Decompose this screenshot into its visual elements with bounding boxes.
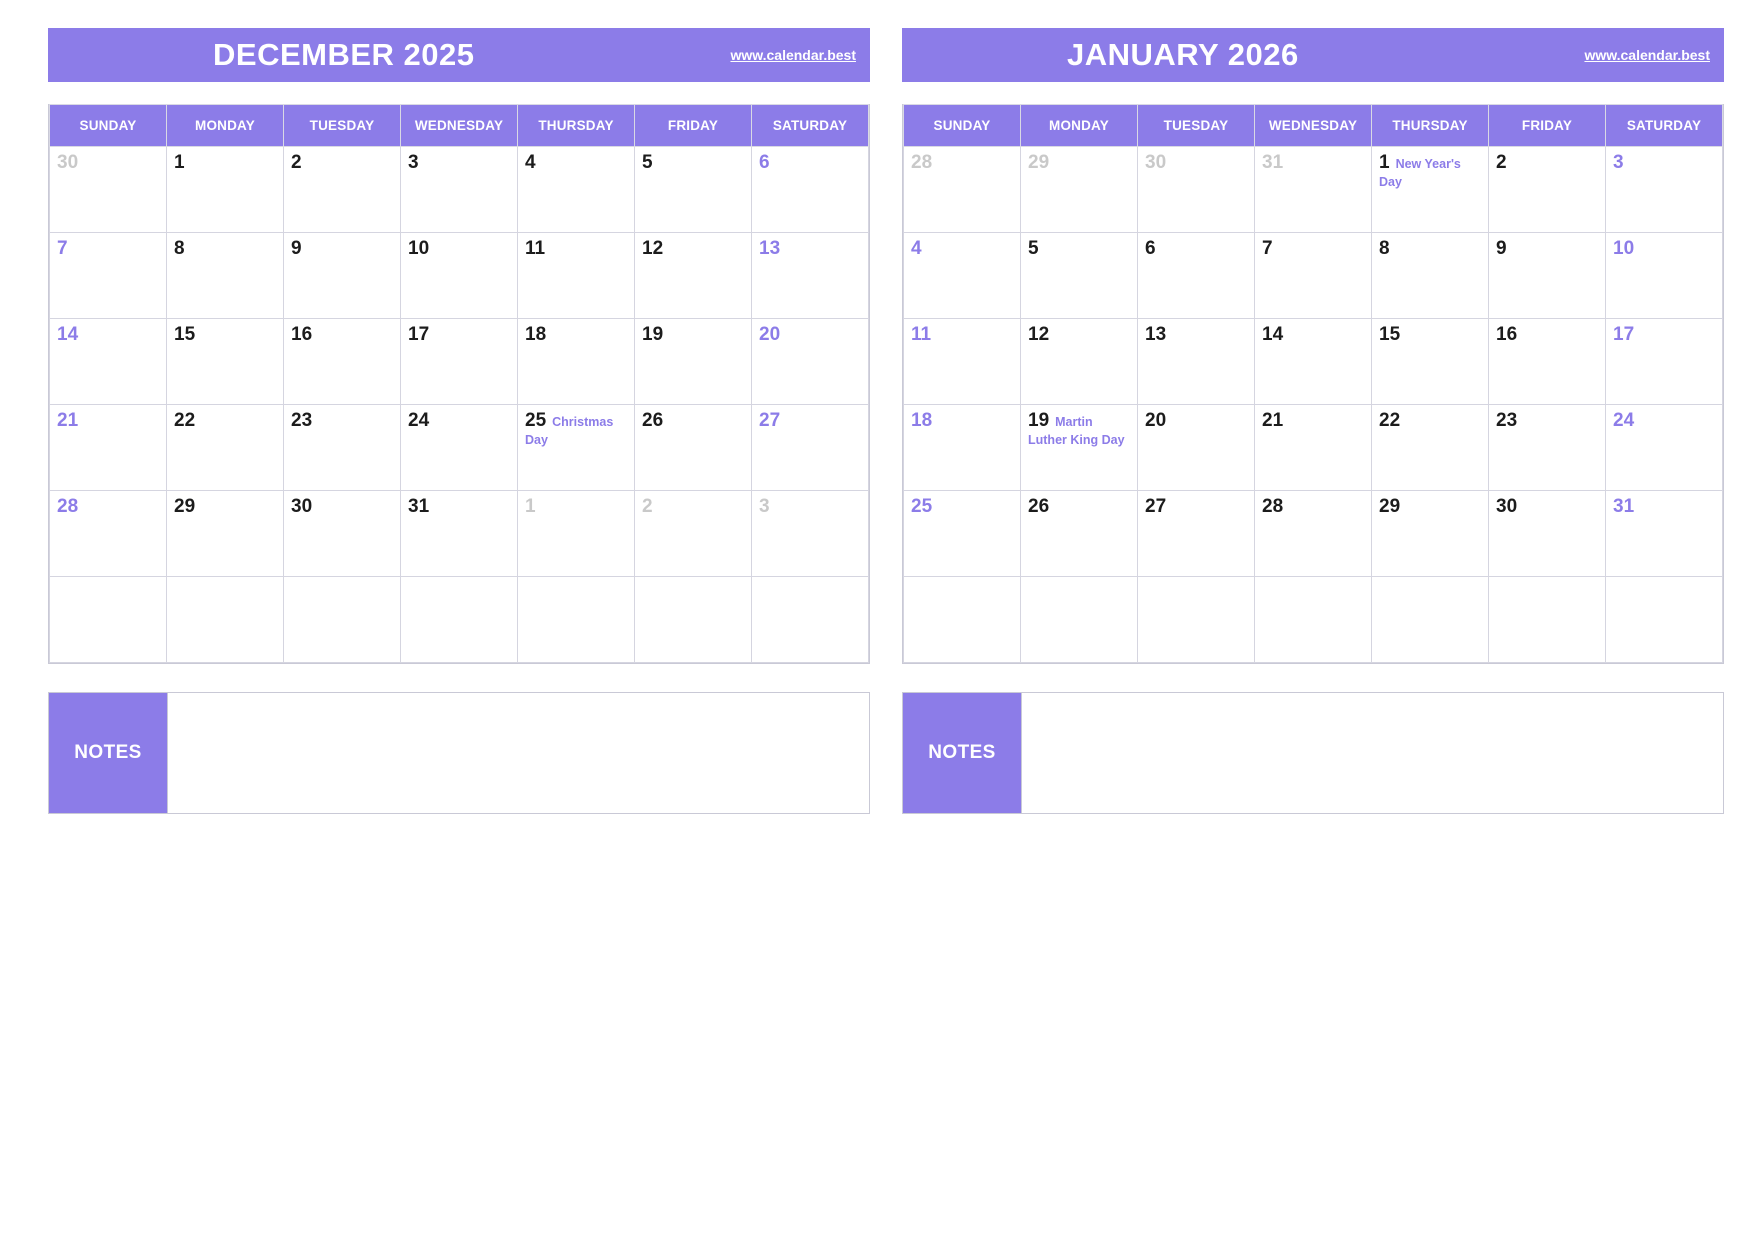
day-number: 27 <box>759 410 781 431</box>
calendar-day-cell[interactable] <box>904 147 1021 233</box>
notes-label: NOTES <box>903 693 1021 813</box>
calendar-week-row <box>50 319 869 405</box>
day-number: 13 <box>1145 324 1167 345</box>
calendar-day-cell[interactable] <box>1138 147 1255 233</box>
calendar-day-cell[interactable] <box>752 319 869 405</box>
calendar-day-cell[interactable] <box>1021 405 1138 491</box>
calendar-day-cell[interactable] <box>284 233 401 319</box>
calendar-day-cell[interactable] <box>50 405 167 491</box>
calendar-day-cell[interactable] <box>1138 491 1255 577</box>
calendar-empty-cell[interactable] <box>1372 577 1489 663</box>
calendar-day-cell[interactable] <box>904 233 1021 319</box>
calendar-day-cell[interactable] <box>1606 491 1723 577</box>
calendar-day-cell[interactable] <box>167 491 284 577</box>
day-number: 21 <box>1262 410 1284 431</box>
day-number: 4 <box>525 152 536 173</box>
calendar-day-cell[interactable] <box>1606 147 1723 233</box>
day-number: 31 <box>1262 152 1284 173</box>
calendar-day-cell[interactable] <box>1255 319 1372 405</box>
weekday-header-saturday: SATURDAY <box>1606 105 1723 147</box>
day-number: 2 <box>291 152 302 173</box>
calendar-week-row <box>50 405 869 491</box>
calendar-day-cell[interactable] <box>1489 233 1606 319</box>
calendar-day-cell[interactable] <box>284 147 401 233</box>
calendar-week-row <box>904 577 1723 663</box>
weekday-header-friday: FRIDAY <box>635 105 752 147</box>
calendar-day-cell[interactable] <box>904 405 1021 491</box>
calendar-day-cell[interactable] <box>1021 233 1138 319</box>
day-number: 29 <box>1028 152 1050 173</box>
day-number: 20 <box>1145 410 1167 431</box>
day-number: 22 <box>1379 410 1401 431</box>
day-number: 17 <box>408 324 430 345</box>
weekday-header-wednesday: WEDNESDAY <box>401 105 518 147</box>
calendar-week-row <box>50 233 869 319</box>
calendar-day-cell[interactable] <box>518 491 635 577</box>
calendar-day-cell[interactable] <box>1372 405 1489 491</box>
day-number: 11 <box>911 324 932 345</box>
day-number: 16 <box>1496 324 1518 345</box>
weekday-header-friday: FRIDAY <box>1489 105 1606 147</box>
day-number: 30 <box>57 152 79 173</box>
calendar-day-cell[interactable] <box>1255 405 1372 491</box>
day-number: 11 <box>525 238 546 259</box>
day-number: 7 <box>1262 238 1273 259</box>
calendar-day-cell[interactable] <box>284 491 401 577</box>
day-number: 10 <box>408 238 430 259</box>
day-number: 6 <box>1145 238 1156 259</box>
calendar-day-cell[interactable] <box>167 319 284 405</box>
calendar-empty-cell[interactable] <box>1606 577 1723 663</box>
calendar-day-cell[interactable] <box>50 147 167 233</box>
calendar-day-cell[interactable] <box>635 405 752 491</box>
day-number: 12 <box>642 238 664 259</box>
day-number: 13 <box>759 238 781 259</box>
calendar-day-cell[interactable] <box>1138 233 1255 319</box>
calendar-day-cell[interactable] <box>401 491 518 577</box>
day-number: 29 <box>1379 496 1401 517</box>
day-number: 28 <box>1262 496 1284 517</box>
weekday-header-sunday: SUNDAY <box>904 105 1021 147</box>
calendar-day-cell[interactable] <box>752 491 869 577</box>
notes-label: NOTES <box>49 693 167 813</box>
month-title-bar <box>902 28 1724 82</box>
calendar-day-cell[interactable] <box>518 319 635 405</box>
holiday-label: Martin Luther King Day <box>1028 415 1125 448</box>
day-number: 25 <box>525 410 547 431</box>
month-panel-january <box>902 28 1724 1212</box>
day-number: 3 <box>408 152 419 173</box>
site-link[interactable]: www.calendar.best <box>730 47 856 63</box>
calendar-empty-cell[interactable] <box>518 577 635 663</box>
calendar-day-cell[interactable] <box>904 319 1021 405</box>
calendar-day-cell[interactable] <box>635 147 752 233</box>
calendar-day-cell[interactable] <box>1021 491 1138 577</box>
calendar-day-cell[interactable] <box>904 491 1021 577</box>
day-number: 30 <box>291 496 313 517</box>
calendar-day-cell[interactable] <box>518 147 635 233</box>
day-number: 8 <box>1379 238 1390 259</box>
calendar-empty-cell[interactable] <box>1255 577 1372 663</box>
calendar-day-cell[interactable] <box>401 233 518 319</box>
weekday-header-tuesday: TUESDAY <box>284 105 401 147</box>
holiday-label: New Year's Day <box>1379 157 1461 190</box>
day-number: 8 <box>174 238 185 259</box>
calendar-day-cell[interactable] <box>1255 233 1372 319</box>
weekday-header-thursday: THURSDAY <box>518 105 635 147</box>
notes-section-january <box>902 692 1724 814</box>
calendar-day-cell[interactable] <box>1606 405 1723 491</box>
day-number: 16 <box>291 324 313 345</box>
day-number: 14 <box>1262 324 1284 345</box>
calendar-day-cell[interactable] <box>752 233 869 319</box>
weekday-header-row <box>50 105 869 147</box>
calendar-day-cell[interactable] <box>1606 233 1723 319</box>
calendar-day-cell[interactable] <box>752 147 869 233</box>
calendar-empty-cell[interactable] <box>1138 577 1255 663</box>
calendar-day-cell[interactable] <box>1021 147 1138 233</box>
calendar-empty-cell[interactable] <box>1489 577 1606 663</box>
day-number: 1 <box>1379 152 1390 173</box>
day-number: 4 <box>911 238 922 259</box>
day-number: 19 <box>1028 410 1050 431</box>
calendar-week-row <box>50 147 869 233</box>
day-number: 24 <box>408 410 430 431</box>
day-number: 19 <box>642 324 664 345</box>
calendar-day-cell[interactable] <box>1372 233 1489 319</box>
calendar-day-cell[interactable] <box>167 233 284 319</box>
calendar-day-cell[interactable] <box>1372 147 1489 233</box>
day-number: 1 <box>174 152 185 173</box>
day-number: 15 <box>1379 324 1401 345</box>
calendar-day-cell[interactable] <box>401 405 518 491</box>
day-number: 30 <box>1145 152 1167 173</box>
calendar-day-cell[interactable] <box>1489 405 1606 491</box>
calendar-week-row <box>904 405 1723 491</box>
calendar-day-cell[interactable] <box>635 319 752 405</box>
weekday-header-sunday: SUNDAY <box>50 105 167 147</box>
calendar-day-cell[interactable] <box>167 405 284 491</box>
calendar-day-cell[interactable] <box>50 491 167 577</box>
day-number: 31 <box>1613 496 1635 517</box>
calendar-empty-cell[interactable] <box>50 577 167 663</box>
calendar-day-cell[interactable] <box>284 405 401 491</box>
calendar-day-cell[interactable] <box>1255 147 1372 233</box>
day-number: 18 <box>525 324 547 345</box>
calendar-empty-cell[interactable] <box>401 577 518 663</box>
calendar-day-cell[interactable] <box>1489 319 1606 405</box>
calendar-day-cell[interactable] <box>1372 319 1489 405</box>
day-number: 14 <box>57 324 79 345</box>
calendar-empty-cell[interactable] <box>752 577 869 663</box>
calendar-day-cell[interactable] <box>284 319 401 405</box>
weekday-header-saturday: SATURDAY <box>752 105 869 147</box>
day-number: 30 <box>1496 496 1518 517</box>
calendar-week-row <box>904 319 1723 405</box>
day-number: 22 <box>174 410 196 431</box>
notes-section-december <box>48 692 870 814</box>
calendar-empty-cell[interactable] <box>635 577 752 663</box>
calendar-body <box>50 147 869 663</box>
notes-writing-area[interactable] <box>1021 693 1723 813</box>
calendar-day-cell[interactable] <box>752 405 869 491</box>
day-number: 25 <box>911 496 933 517</box>
month-title-bar <box>48 28 870 82</box>
day-number: 28 <box>911 152 933 173</box>
day-number: 23 <box>1496 410 1518 431</box>
calendar-empty-cell[interactable] <box>284 577 401 663</box>
page-title: JANUARY 2026 <box>1067 37 1299 72</box>
day-number: 24 <box>1613 410 1635 431</box>
day-number: 3 <box>1613 152 1624 173</box>
calendar-day-cell[interactable] <box>1021 319 1138 405</box>
calendar-day-cell[interactable] <box>518 233 635 319</box>
calendar-day-cell[interactable] <box>1138 405 1255 491</box>
day-number: 26 <box>642 410 664 431</box>
calendar-table <box>903 104 1723 663</box>
calendar-week-row <box>904 233 1723 319</box>
day-number: 15 <box>174 324 196 345</box>
calendar-day-cell[interactable] <box>1489 147 1606 233</box>
day-number: 5 <box>1028 238 1039 259</box>
calendar-day-cell[interactable] <box>635 491 752 577</box>
day-number: 26 <box>1028 496 1050 517</box>
day-number: 12 <box>1028 324 1050 345</box>
calendar-day-cell[interactable] <box>1489 491 1606 577</box>
calendar-day-cell[interactable] <box>401 319 518 405</box>
day-number: 5 <box>642 152 653 173</box>
page-title: DECEMBER 2025 <box>213 37 475 72</box>
day-number: 18 <box>911 410 933 431</box>
calendar-day-cell[interactable] <box>50 233 167 319</box>
day-number: 10 <box>1613 238 1635 259</box>
calendar-week-row <box>50 577 869 663</box>
weekday-header-row <box>904 105 1723 147</box>
calendar-day-cell[interactable] <box>1255 491 1372 577</box>
calendar-grid-december <box>48 104 870 664</box>
calendar-body <box>904 147 1723 663</box>
calendar-day-cell[interactable] <box>635 233 752 319</box>
weekday-header-wednesday: WEDNESDAY <box>1255 105 1372 147</box>
calendar-table <box>49 104 869 663</box>
day-number: 1 <box>525 496 536 517</box>
day-number: 6 <box>759 152 770 173</box>
weekday-header-monday: MONDAY <box>1021 105 1138 147</box>
day-number: 21 <box>57 410 79 431</box>
calendar-day-cell[interactable] <box>401 147 518 233</box>
weekday-header-tuesday: TUESDAY <box>1138 105 1255 147</box>
month-panel-december <box>48 28 870 1212</box>
calendar-week-row <box>904 147 1723 233</box>
day-number: 2 <box>642 496 653 517</box>
calendar-grid-january <box>902 104 1724 664</box>
calendar-day-cell[interactable] <box>1138 319 1255 405</box>
day-number: 27 <box>1145 496 1167 517</box>
calendar-empty-cell[interactable] <box>1021 577 1138 663</box>
day-number: 9 <box>1496 238 1507 259</box>
day-number: 9 <box>291 238 302 259</box>
notes-writing-area[interactable] <box>167 693 869 813</box>
weekday-header-thursday: THURSDAY <box>1372 105 1489 147</box>
calendar-week-row <box>904 491 1723 577</box>
weekday-header-monday: MONDAY <box>167 105 284 147</box>
calendar-day-cell[interactable] <box>50 319 167 405</box>
calendar-empty-cell[interactable] <box>904 577 1021 663</box>
calendar-empty-cell[interactable] <box>167 577 284 663</box>
day-number: 17 <box>1613 324 1635 345</box>
day-number: 2 <box>1496 152 1507 173</box>
day-number: 3 <box>759 496 770 517</box>
day-number: 31 <box>408 496 430 517</box>
day-number: 23 <box>291 410 313 431</box>
day-number: 29 <box>174 496 196 517</box>
day-number: 7 <box>57 238 68 259</box>
site-link[interactable]: www.calendar.best <box>1584 47 1710 63</box>
day-number: 28 <box>57 496 79 517</box>
day-number: 20 <box>759 324 781 345</box>
calendar-day-cell[interactable] <box>1372 491 1489 577</box>
calendar-day-cell[interactable] <box>167 147 284 233</box>
calendar-week-row <box>50 491 869 577</box>
holiday-label: Christmas Day <box>525 415 614 448</box>
calendar-day-cell[interactable] <box>518 405 635 491</box>
calendar-day-cell[interactable] <box>1606 319 1723 405</box>
